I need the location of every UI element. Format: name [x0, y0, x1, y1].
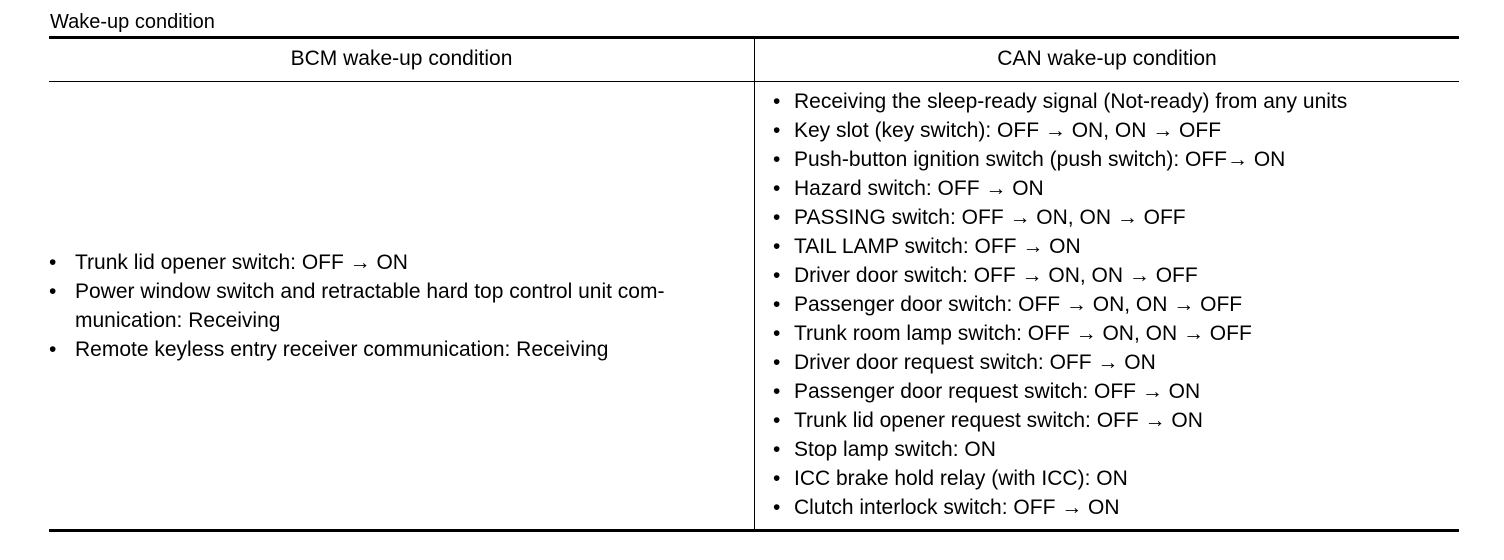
bullet-icon: • — [49, 337, 57, 361]
list-item — [773, 174, 1347, 203]
list-item-text: Driver door switch: OFF → ON, ON → OFF — [794, 264, 1198, 287]
can-column-header: CAN wake-up condition — [997, 47, 1217, 70]
list-item-text: Clutch interlock switch: OFF → ON — [794, 496, 1120, 519]
list-item — [773, 261, 1347, 290]
table-caption: Wake-up condition — [50, 11, 215, 33]
list-item-text: Push-button ignition switch (push switch): OFF→ ON — [794, 148, 1286, 171]
list-item-text: Driver door request switch: OFF → ON — [794, 351, 1156, 374]
list-item-text: Passenger door switch: OFF → ON, ON → OFF — [794, 293, 1243, 316]
bullet-icon: • — [49, 279, 57, 303]
bullet-icon: • — [773, 409, 781, 432]
list-item — [49, 277, 729, 335]
list-item-text: Power window switch and retractable hard top control unit com-munication: Receiving — [75, 279, 665, 332]
list-item — [773, 203, 1347, 232]
bullet-icon: • — [773, 380, 781, 403]
bullet-icon: • — [773, 438, 781, 461]
list-item — [773, 116, 1347, 145]
wake-up-condition-table — [49, 36, 1459, 532]
bullet-icon: • — [773, 148, 781, 171]
list-item-text: PASSING switch: OFF → ON, ON → OFF — [794, 206, 1186, 229]
bcm-column-header: BCM wake-up condition — [290, 47, 513, 70]
list-item — [49, 248, 729, 277]
list-item-text: Passenger door request switch: OFF → ON — [794, 380, 1201, 403]
list-item — [773, 435, 1347, 464]
bullet-icon: • — [773, 467, 781, 490]
list-item — [773, 319, 1347, 348]
list-item-text: Remote keyless entry receiver communication: Receiving — [75, 337, 609, 361]
bullet-icon: • — [773, 322, 781, 345]
bullet-icon: • — [773, 351, 781, 374]
bullet-icon: • — [773, 206, 781, 229]
list-item — [773, 348, 1347, 377]
bullet-icon: • — [773, 119, 781, 142]
list-item — [773, 290, 1347, 319]
list-item — [773, 377, 1347, 406]
bullet-icon: • — [773, 235, 781, 258]
bullet-icon: • — [773, 264, 781, 287]
bullet-icon: • — [773, 177, 781, 200]
bcm-conditions-list — [49, 248, 729, 364]
list-item-text: Trunk room lamp switch: OFF → ON, ON → OFF — [794, 322, 1252, 345]
list-item-text: TAIL LAMP switch: OFF → ON — [794, 235, 1081, 258]
list-item-text: Receiving the sleep-ready signal (Not-ready) from any units — [794, 90, 1348, 113]
list-item — [773, 145, 1347, 174]
bullet-icon: • — [49, 250, 57, 274]
list-item — [773, 232, 1347, 261]
list-item — [773, 464, 1347, 493]
can-conditions-list — [773, 87, 1347, 522]
list-item — [49, 335, 729, 364]
list-item — [773, 406, 1347, 435]
list-item-text: Stop lamp switch: ON — [794, 438, 996, 461]
list-item-text: Trunk lid opener switch: OFF → ON — [75, 250, 408, 274]
bullet-icon: • — [773, 496, 781, 519]
list-item — [773, 87, 1347, 116]
can-conditions-cell — [755, 82, 1459, 529]
bullet-icon: • — [773, 293, 781, 316]
list-item-text: Trunk lid opener request switch: OFF → ON — [794, 409, 1203, 432]
list-item — [773, 493, 1347, 522]
list-item-text: Key slot (key switch): OFF → ON, ON → OFF — [794, 119, 1222, 142]
bcm-conditions-cell — [49, 82, 754, 529]
list-item-text: Hazard switch: OFF → ON — [794, 177, 1044, 200]
list-item-text: ICC brake hold relay (with ICC): ON — [794, 467, 1128, 490]
bullet-icon: • — [773, 90, 781, 113]
